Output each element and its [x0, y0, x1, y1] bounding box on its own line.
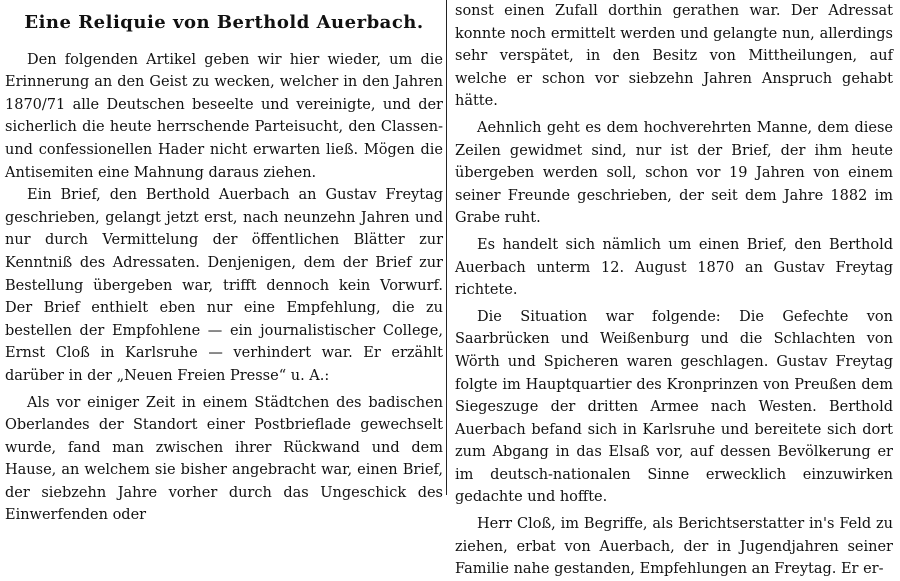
article-title: Eine Reliquie von Berthold Auerbach.	[24, 12, 424, 33]
left-column	[5, 0, 443, 524]
paragraph-letter-date: Es handelt sich nämlich um einen Brief, den Berthold Auerbach unterm 12. August 1870 an Gustav Freytag richtete.	[455, 236, 893, 299]
paragraph-letter: Ein Brief, den Berthold Auerbach an Gustav Freytag geschrieben, gelangt jetzt erst, nach neunzehn Jahren und nur durch Vermittelung der öffentlichen Blätter zur Kenntniß des Adressaten. Denjenigen, dem der Brief zur Bestellung übergeben war, trifft dennoch kein Vorwurf. Der Brief enthielt eben nur eine Empfehlung, die zu bestellen der Empfohlene — ein journalistischer College, Ernst Cloß in Karlsruhe — verhindert war. Er erzählt darüber in der „Neuen Freien Presse“ u. A.:	[5, 187, 443, 384]
paragraph-similar: Aehnlich geht es dem hochverehrten Manne, dem diese Zeilen gewidmet sind, nur ist der Brief, der ihm heute übergeben werden soll, schon vor 19 Jahren von einem seiner Freunde geschrieben, der seit dem Jahre 1882 im Grabe ruht.	[455, 119, 893, 227]
column-divider	[446, 0, 447, 495]
right-column	[455, 0, 893, 578]
paragraph-situation: Die Situation war folgende: Die Gefechte von Saarbrücken und Weißenburg und die Schlachten von Wörth und Spicheren waren geschlagen. Gustav Freytag folgte im Hauptquartier des Kronprinzen von Preußen dem Siegeszuge der dritten Armee nach Westen. Berthold Auerbach befand sich in Karlsruhe und bereitete sich dort zum Abgang in das Elsaß vor, auf dessen Bevölkerung er im deutsch-nationalen Sinne erwecklich einzuwirken gedachte und hoffte.	[455, 308, 893, 506]
paragraph-intro: Den folgenden Artikel geben wir hier wieder, um die Erinnerung an den Geist zu wecken, welcher in den Jahren 1870/71 alle Deutschen beseelte und vereinigte, und der sicherlich die heute herrschende Parteisucht, den Classen- und confessionellen Hader nicht erwarten ließ. Mögen die Antisemiten eine Mahnung daraus ziehen.	[5, 51, 443, 181]
paragraph-closs: Herr Cloß, im Begriffe, als Berichtserstatter in's Feld zu ziehen, erbat von Auerbach, der in Jugendjahren seiner Familie nahe gestanden, Empfehlungen an Freytag. Er er-	[455, 516, 893, 578]
paragraph-continuation: sonst einen Zufall dorthin gerathen war. Der Adressat konnte noch ermittelt werden und gelangte nun, allerdings sehr verspätet, in den Besitz von Mittheilungen, auf welche er schon vor siebzehn Jahren Anspruch gehabt hätte.	[455, 3, 893, 110]
paragraph-quote-start: Als vor einiger Zeit in einem Städtchen des badischen Oberlandes der Standort einer Postbrieflade gewechselt wurde, fand man zwischen ihrer Rückwand und dem Hause, an welchem sie bisher angebracht war, einen Brief, der siebzehn Jahre vorher durch das Ungeschick des Einwerfenden oder	[5, 394, 443, 524]
